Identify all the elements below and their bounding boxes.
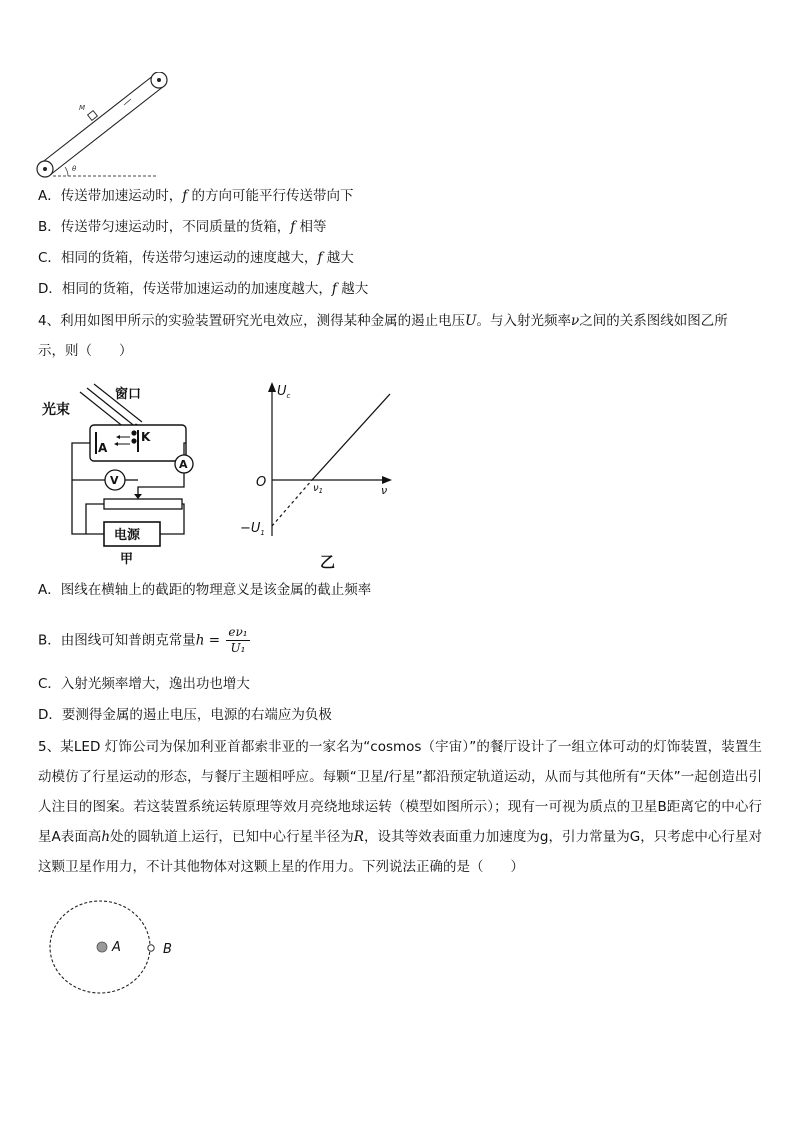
satellite-b-label: B bbox=[163, 942, 172, 957]
figure-yi-caption: 乙 bbox=[320, 553, 336, 571]
mass-label: M bbox=[79, 104, 86, 112]
angle-label: θ bbox=[72, 165, 77, 173]
q3-option-d[interactable]: D．相同的货箱，传送带加速运动的加速度越大，f 越大 bbox=[38, 281, 369, 297]
uc-axis-label: $U_c$ bbox=[277, 384, 291, 400]
q3-option-c[interactable]: C．相同的货箱，传送带匀速运动的速度越大，f 越大 bbox=[38, 250, 354, 266]
beam-label: 光束 bbox=[42, 402, 70, 418]
figure-jia-caption: 甲 bbox=[120, 552, 134, 567]
neg-u1-label: $-U_1$ bbox=[240, 521, 265, 537]
power-source-label: 电源 bbox=[114, 528, 141, 543]
planck-fraction: $\frac{\text{eν₁}}{\text{U₁}}$ bbox=[228, 625, 248, 655]
q4-stem-line1: 4、利用如图甲所示的实验装置研究光电效应，测得某种金属的遏止电压U。与入射光频率ν之间的关系图线如图乙所 bbox=[38, 313, 728, 329]
photoelectric-apparatus-figure bbox=[38, 380, 198, 570]
q3-option-a[interactable]: A．传送带加速运动时，f 的方向可能平行传送带向下 bbox=[38, 188, 354, 204]
q5-stem: 5、某LED 灯饰公司为保加利亚首都索非亚的一家名为“cosmos（宇宙）”的餐厅设计了一组立体可动的灯饰装置，装置生动模仿了行星运动的形态，与餐厅主题相呼应。每颗“卫星/行星”都沿预定轨道运动，从而与其他所有“天体”一起创造出引人注目的图案。若这装置系统运转原理等效月亮绕地球运转（模型如图所示）；现有一可视为质点的卫星B距离它的中心行星A表面高h处的圆轨道上运行，已知中心行星半径为R，设其等效表面重力加速度为g，引力常量为G，只考虑中心行星对这颗卫星作用力，不计其他物体对这颗上星的作用力。下列说法正确的是（ ） bbox=[38, 739, 762, 875]
nu-axis-label: ν bbox=[381, 484, 388, 497]
q3-option-b[interactable]: B．传送带匀速运动时，不同质量的货箱，f 相等 bbox=[38, 219, 327, 235]
window-label: 窗口 bbox=[115, 387, 142, 402]
conveyor-belt-figure bbox=[34, 72, 174, 180]
ammeter-label: A bbox=[179, 458, 188, 471]
cathode-label: K bbox=[141, 430, 151, 444]
q4-option-b[interactable]: B．由图线可知普朗克常量h = $\frac{\text{eν₁}}{\text{U₁}}$ bbox=[38, 625, 248, 655]
orbit-figure bbox=[48, 898, 188, 998]
planck-h: h = bbox=[195, 632, 221, 649]
nu1-label: $\nu_1$ bbox=[313, 483, 324, 495]
q4-stem-line2: 示，则（ ） bbox=[38, 343, 133, 359]
q4-option-a[interactable]: A．图线在横轴上的截距的物理意义是该金属的截止频率 bbox=[38, 582, 372, 598]
voltmeter-label: V bbox=[110, 474, 119, 487]
stopping-voltage-graph bbox=[236, 378, 396, 573]
anode-label: A bbox=[98, 441, 108, 455]
origin-label: O bbox=[256, 475, 267, 490]
planet-a-label: A bbox=[112, 940, 121, 955]
q4-option-c[interactable]: C．入射光频率增大，逸出功也增大 bbox=[38, 676, 250, 692]
q4-option-d[interactable]: D．要测得金属的遏止电压，电源的右端应为负极 bbox=[38, 707, 332, 723]
